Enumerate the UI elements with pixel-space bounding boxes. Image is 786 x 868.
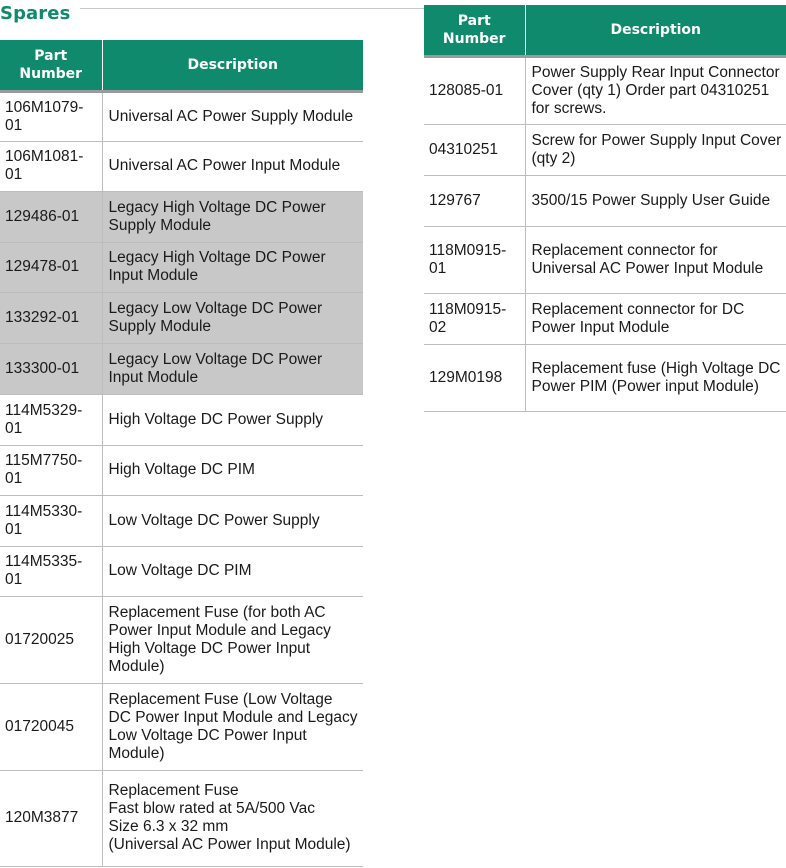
table-row (0, 770, 363, 866)
part-number-header: Part Number (0, 40, 102, 91)
part-number-cell: 115M7750-01 (0, 445, 102, 495)
table-row (424, 293, 786, 344)
section-heading: Spares (0, 3, 71, 24)
part-number-cell: 128085-01 (424, 56, 525, 124)
table-row (0, 445, 363, 495)
table-row (424, 226, 786, 293)
description-cell: Low Voltage DC PIM (102, 546, 363, 596)
table-row (0, 683, 363, 770)
part-number-cell: 01720045 (0, 683, 102, 770)
description-cell: Legacy High Voltage DC Power Input Module (102, 242, 363, 292)
part-number-cell: 114M5330-01 (0, 495, 102, 546)
table-row (0, 546, 363, 596)
table-row (0, 343, 363, 394)
description-cell: Universal AC Power Supply Module (102, 91, 363, 141)
part-number-cell: 118M0915-02 (424, 293, 525, 344)
table-row (0, 91, 363, 141)
table-row (0, 495, 363, 546)
part-number-cell: 01720025 (0, 596, 102, 683)
table-row (0, 292, 363, 343)
part-number-cell: 133300-01 (0, 343, 102, 394)
description-cell: Legacy Low Voltage DC Power Input Module (102, 343, 363, 394)
part-number-cell: 114M5329-01 (0, 394, 102, 445)
description-cell: Replacement connector for Universal AC Power Input Module (525, 226, 786, 293)
table-row (424, 175, 786, 226)
description-header: Description (525, 5, 786, 56)
part-number-cell: 129478-01 (0, 242, 102, 292)
description-cell: High Voltage DC PIM (102, 445, 363, 495)
description-cell: Replacement connector for DC Power Input Module (525, 293, 786, 344)
table-row (0, 596, 363, 683)
part-number-cell: 106M1079-01 (0, 91, 102, 141)
table-row (424, 124, 786, 175)
part-number-cell: 118M0915-01 (424, 226, 525, 293)
description-cell: Replacement Fuse Fast blow rated at 5A/500 Vac Size 6.3 x 32 mm (Universal AC Power Input Module) (102, 770, 363, 866)
part-number-cell: 114M5335-01 (0, 546, 102, 596)
spares-table-right-body (424, 56, 786, 411)
spares-table-right (424, 5, 786, 412)
description-cell: Universal AC Power Input Module (102, 141, 363, 191)
description-cell: Replacement fuse (High Voltage DC Power PIM (Power input Module) (525, 344, 786, 411)
description-cell: Power Supply Rear Input Connector Cover (qty 1) Order part 04310251 for screws. (525, 56, 786, 124)
description-cell: Screw for Power Supply Input Cover (qty 2) (525, 124, 786, 175)
description-cell: Legacy Low Voltage DC Power Supply Module (102, 292, 363, 343)
part-number-cell: 129486-01 (0, 191, 102, 242)
description-header: Description (102, 40, 363, 91)
description-cell: 3500/15 Power Supply User Guide (525, 175, 786, 226)
description-cell: Replacement Fuse (Low Voltage DC Power Input Module and Legacy Low Voltage DC Power Input Module) (102, 683, 363, 770)
table-row (0, 242, 363, 292)
part-number-cell: 133292-01 (0, 292, 102, 343)
table-row (424, 344, 786, 411)
table-row (0, 141, 363, 191)
part-number-cell: 106M1081-01 (0, 141, 102, 191)
description-cell: Legacy High Voltage DC Power Supply Module (102, 191, 363, 242)
description-cell: High Voltage DC Power Supply (102, 394, 363, 445)
description-cell: Replacement Fuse (for both AC Power Input Module and Legacy High Voltage DC Power Input Module) (102, 596, 363, 683)
description-cell: Low Voltage DC Power Supply (102, 495, 363, 546)
part-number-cell: 120M3877 (0, 770, 102, 866)
part-number-cell: 04310251 (424, 124, 525, 175)
table-row (424, 56, 786, 124)
table-row (0, 191, 363, 242)
spares-table-left-body (0, 91, 363, 866)
part-number-cell: 129767 (424, 175, 525, 226)
part-number-cell: 129M0198 (424, 344, 525, 411)
part-number-header: Part Number (424, 5, 525, 56)
spares-table-left (0, 40, 363, 867)
table-row (0, 394, 363, 445)
